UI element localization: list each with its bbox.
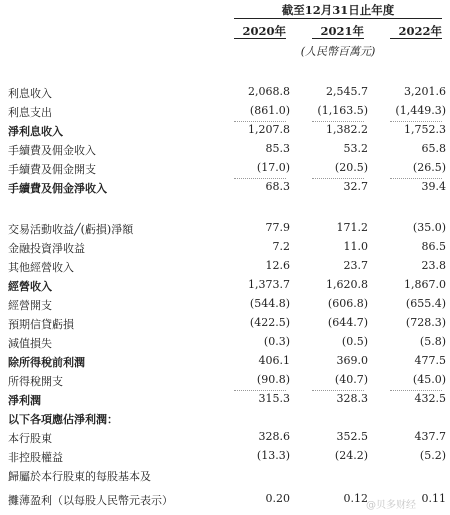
row-value-2022: 65.8 (421, 142, 446, 155)
row-value-2022: (655.4) (405, 297, 446, 310)
row-value-2021: (0.5) (341, 335, 368, 348)
row-value-2021: (40.7) (334, 373, 368, 386)
row-value-2021: (24.2) (334, 449, 368, 462)
table-row (0, 104, 450, 123)
table-row (0, 430, 450, 449)
table-row (0, 316, 450, 335)
subtotal-divider (390, 178, 442, 179)
row-value-2020: (90.8) (256, 373, 290, 386)
row-value-2020: (13.3) (256, 449, 290, 462)
table-row (0, 468, 450, 487)
table-row (0, 373, 450, 392)
row-label: 經營開支 (8, 299, 52, 312)
row-label: 手續費及佣金收入 (8, 144, 96, 157)
row-label: 預期信貸虧損 (8, 318, 74, 331)
row-label: 以下各項應佔淨利潤： (8, 413, 118, 426)
row-value-2020: (0.3) (263, 335, 290, 348)
row-value-2021: 1,620.8 (326, 278, 368, 291)
row-label: 手續費及佣金淨收入 (8, 182, 107, 195)
row-value-2022: (26.5) (412, 161, 446, 174)
row-value-2021: (20.5) (334, 161, 368, 174)
row-value-2020: 85.3 (265, 142, 290, 155)
row-value-2021: 0.12 (343, 492, 368, 505)
row-value-2020: 328.6 (258, 430, 290, 443)
table-row (0, 297, 450, 316)
table-row (0, 354, 450, 373)
row-value-2021: 328.3 (336, 392, 368, 405)
row-value-2020: 406.1 (258, 354, 290, 367)
row-label: 其他經營收入 (8, 261, 74, 274)
row-label: 非控股權益 (8, 451, 63, 464)
row-value-2022: 23.8 (421, 259, 446, 272)
row-label: 減值損失 (8, 337, 52, 350)
row-value-2020: (422.5) (249, 316, 290, 329)
period-header: 截至12月31日止年度 (281, 3, 395, 17)
table-row (0, 240, 450, 259)
table-row (0, 85, 450, 104)
row-value-2022: 1,752.3 (404, 123, 446, 136)
row-value-2022: 0.11 (421, 492, 446, 505)
subtotal-divider (312, 178, 364, 179)
period-underline (234, 18, 442, 19)
row-value-2021: 32.7 (343, 180, 368, 193)
row-value-2021: (606.8) (327, 297, 368, 310)
row-value-2020: 2,068.8 (248, 85, 290, 98)
table-row (0, 142, 450, 161)
table-row (0, 411, 450, 430)
row-label: 利息收入 (8, 87, 52, 100)
table-row (0, 161, 450, 180)
row-value-2021: 171.2 (336, 221, 368, 234)
row-value-2022: (45.0) (412, 373, 446, 386)
row-value-2021: 1,382.2 (326, 123, 368, 136)
row-value-2021: 369.0 (336, 354, 368, 367)
row-value-2020: 1,207.8 (248, 123, 290, 136)
row-label: 淨利息收入 (8, 125, 63, 138)
row-value-2022: (728.3) (405, 316, 446, 329)
row-label: 淨利潤 (8, 394, 41, 407)
row-value-2022: 477.5 (414, 354, 446, 367)
table-row (0, 335, 450, 354)
subtotal-divider (234, 178, 286, 179)
subtotal-divider (390, 390, 442, 391)
row-value-2022: 432.5 (414, 392, 446, 405)
table-row (0, 449, 450, 468)
year-2020-underline (234, 38, 286, 39)
table-row (0, 259, 450, 278)
table-row (0, 392, 450, 411)
row-value-2022: (35.0) (412, 221, 446, 234)
row-value-2020: 12.6 (265, 259, 290, 272)
row-value-2022: (5.8) (419, 335, 446, 348)
row-label: 歸屬於本行股東的每股基本及 (8, 470, 151, 483)
row-label: 所得稅開支 (8, 375, 63, 388)
row-value-2020: 1,373.7 (248, 278, 290, 291)
unit-label: (人民幣百萬元) (300, 45, 376, 58)
row-value-2020: (544.8) (249, 297, 290, 310)
row-label: 利息支出 (8, 106, 52, 119)
subtotal-divider (390, 121, 442, 122)
table-row (0, 180, 450, 199)
row-value-2022: 437.7 (414, 430, 446, 443)
year-2022-header: 2022年 (398, 24, 442, 38)
row-value-2022: (1,449.3) (395, 104, 446, 117)
watermark: @贝多财经 (366, 500, 416, 511)
subtotal-divider (234, 390, 286, 391)
row-value-2021: 2,545.7 (326, 85, 368, 98)
row-value-2022: 1,867.0 (404, 278, 446, 291)
year-2021-underline (312, 38, 364, 39)
row-label: 金融投資淨收益 (8, 242, 85, 255)
table-row (0, 123, 450, 142)
row-label: 手續費及佣金開支 (8, 163, 96, 176)
row-value-2020: (861.0) (249, 104, 290, 117)
row-label: 除所得稅前利潤 (8, 356, 85, 369)
row-value-2021: 53.2 (343, 142, 368, 155)
year-2022-underline (390, 38, 442, 39)
row-label: 本行股東 (8, 432, 52, 445)
row-value-2021: (644.7) (327, 316, 368, 329)
row-label: 經營收入 (8, 280, 52, 293)
row-value-2021: 352.5 (336, 430, 368, 443)
row-value-2020: 7.2 (272, 240, 290, 253)
table-row (0, 221, 450, 240)
row-value-2020: (17.0) (256, 161, 290, 174)
row-value-2022: (5.2) (419, 449, 446, 462)
row-value-2022: 86.5 (421, 240, 446, 253)
row-value-2022: 39.4 (421, 180, 446, 193)
year-2020-header: 2020年 (242, 24, 286, 38)
row-value-2020: 315.3 (258, 392, 290, 405)
row-label: 交易活動收益╱(虧損)淨額 (8, 223, 134, 236)
subtotal-divider (312, 121, 364, 122)
subtotal-divider (234, 121, 286, 122)
row-value-2021: 11.0 (343, 240, 368, 253)
row-value-2020: 0.20 (265, 492, 290, 505)
row-value-2020: 77.9 (265, 221, 290, 234)
row-value-2021: 23.7 (343, 259, 368, 272)
year-2021-header: 2021年 (320, 24, 364, 38)
row-value-2021: (1,163.5) (317, 104, 368, 117)
row-value-2020: 68.3 (265, 180, 290, 193)
row-value-2022: 3,201.6 (404, 85, 446, 98)
table-row (0, 278, 450, 297)
row-label: 攤薄盈利（以每股人民幣元表示） (8, 494, 173, 507)
subtotal-divider (312, 390, 364, 391)
